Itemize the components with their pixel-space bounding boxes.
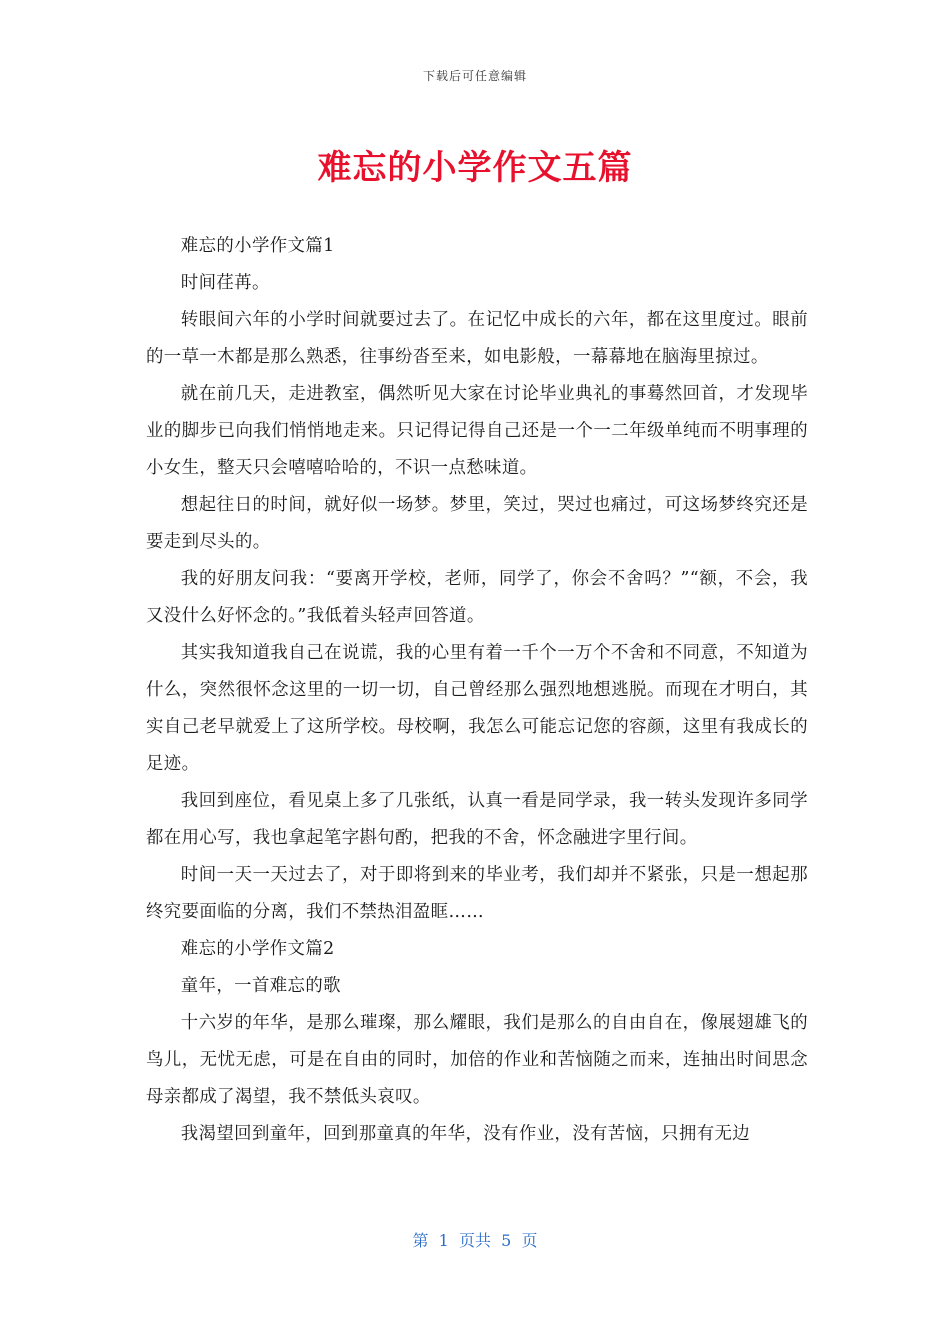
document-body [146, 228, 808, 1153]
section-heading-1: 难忘的小学作文篇1 [180, 236, 335, 256]
header-note: 下载后可任意编辑 [422, 69, 527, 83]
paragraph: 时间荏苒。 [180, 273, 270, 293]
paragraph: 其实我知道我自己在说谎，我的心里有着一千个一万个不舍和不同意，不知道为什么，突然很怀念这里的一切一切，自己曾经那么强烈地想逃脱。而现在才明白，其实自己老早就爱上了这所学校。母校啊，我怎么可能忘记您的容颜，这里有我成长的足迹。 [146, 643, 808, 774]
paragraph: 我的好朋友问我：“要离开学校，老师，同学了，你会不舍吗？”“额，不会，我又没什么好怀念的。”我低着头轻声回答道。 [146, 569, 808, 626]
paragraph: 时间一天一天过去了，对于即将到来的毕业考，我们却并不紧张，只是一想起那终究要面临的分离，我们不禁热泪盈眶…… [146, 865, 808, 922]
paragraph: 就在前几天，走进教室，偶然听见大家在讨论毕业典礼的事蓦然回首，才发现毕业的脚步已向我们悄悄地走来。只记得记得自己还是一个一二年级单纯而不明事理的小女生，整天只会嘻嘻哈哈的，不识一点愁味道。 [146, 384, 808, 478]
paragraph: 想起往日的时间，就好似一场梦。梦里，笑过，哭过也痛过，可这场梦终究还是要走到尽头的。 [146, 495, 808, 552]
paragraph: 转眼间六年的小学时间就要过去了。在记忆中成长的六年，都在这里度过。眼前的一草一木都是那么熟悉，往事纷沓至来，如电影般，一幕幕地在脑海里掠过。 [146, 310, 808, 367]
paragraph: 我渴望回到童年，回到那童真的年华，没有作业，没有苦恼，只拥有无边 [180, 1124, 751, 1144]
page-footer: 第 1 页共 5 页 [412, 1231, 538, 1250]
paragraph: 童年，一首难忘的歌 [180, 976, 341, 996]
paragraph: 我回到座位，看见桌上多了几张纸，认真一看是同学录，我一转头发现许多同学都在用心写，我也拿起笔字斟句酌，把我的不舍，怀念融进字里行间。 [146, 791, 808, 848]
paragraph: 十六岁的年华，是那么璀璨，那么耀眼，我们是那么的自由自在，像展翅雄飞的鸟儿，无忧无虑，可是在自由的同时，加倍的作业和苦恼随之而来，连抽出时间思念母亲都成了渴望，我不禁低头哀叹。 [146, 1013, 808, 1107]
document-title: 难忘的小学作文五篇 [317, 148, 633, 188]
section-heading-2: 难忘的小学作文篇2 [180, 939, 335, 959]
